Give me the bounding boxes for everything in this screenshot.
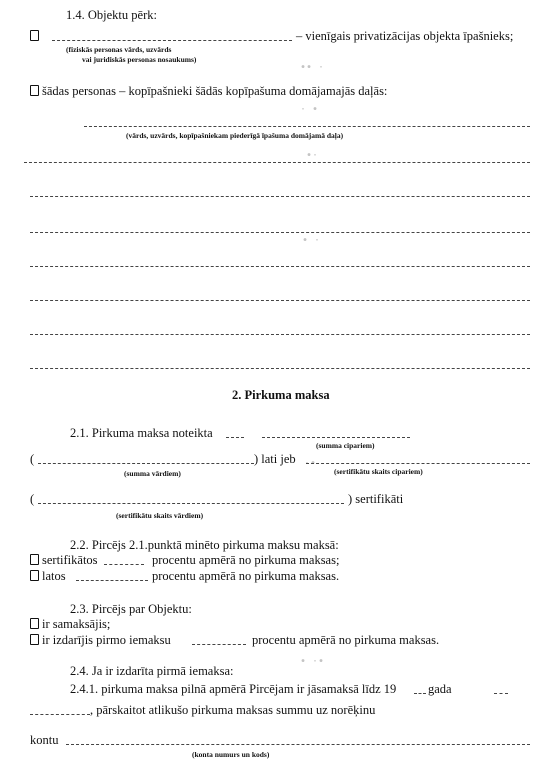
paid-checkbox[interactable] bbox=[30, 618, 39, 629]
pay-certs-suffix: procentu apmērā no pirkuma maksas; bbox=[152, 553, 340, 567]
item-2-4-1-text: 2.4.1. pirkuma maksa pilnā apmērā Pircējam ir jāsamaksā līdz 19 bbox=[70, 682, 397, 696]
section-2-4-heading: 2.4. Ja ir izdarīta pirmā iemaksa: bbox=[70, 664, 234, 678]
coowners-field-3[interactable] bbox=[30, 196, 530, 197]
cert-digits-field[interactable] bbox=[306, 463, 530, 464]
account-caption: (konta numurs un kods) bbox=[192, 750, 270, 759]
open-paren-2: ( bbox=[30, 492, 35, 506]
pay-lats-percent-field[interactable] bbox=[76, 580, 148, 581]
section-2-title: 2. Pirkuma maksa bbox=[232, 388, 330, 402]
first-payment-suffix: procentu apmērā no pirkuma maksas. bbox=[252, 633, 440, 647]
price-digits-field[interactable] bbox=[262, 437, 410, 438]
sole-owner-label: – vienīgais privatizācijas objekta īpašnieks; bbox=[296, 29, 514, 43]
pay-lats-checkbox[interactable] bbox=[30, 570, 39, 581]
year-field[interactable] bbox=[414, 693, 426, 694]
section-1-4-heading: 1.4. Objektu pērk: bbox=[66, 8, 157, 22]
coowners-field-1[interactable] bbox=[84, 126, 530, 127]
price-label: 2.1. Pirkuma maksa noteikta bbox=[70, 426, 213, 440]
sum-words-field[interactable] bbox=[38, 463, 254, 464]
certs-label: ) sertifikāti bbox=[348, 492, 404, 506]
scan-noise: ∙ · bbox=[302, 235, 321, 246]
pay-lats-suffix: procentu apmērā no pirkuma maksas. bbox=[152, 569, 340, 583]
coowners-field-2[interactable] bbox=[24, 162, 530, 163]
first-payment-label: ir izdarījis pirmo iemaksu bbox=[42, 633, 171, 647]
pay-certs-percent-field[interactable] bbox=[104, 564, 144, 565]
cert-digits-caption: (sertifikātu skaits cipariem) bbox=[334, 467, 423, 476]
transfer-text: , pārskaitot atlikušo pirkuma maksas summu uz norēķinu bbox=[90, 703, 376, 717]
first-payment-checkbox[interactable] bbox=[30, 634, 39, 645]
section-2-2-heading: 2.2. Pircējs 2.1.punktā minēto pirkuma maksu maksā: bbox=[70, 538, 339, 552]
coowners-field-8[interactable] bbox=[30, 368, 530, 369]
section-2-3-heading: 2.3. Pircējs par Objektu: bbox=[70, 602, 192, 616]
first-payment-percent-field[interactable] bbox=[192, 644, 246, 645]
sum-digits-caption: (summa cipariem) bbox=[316, 441, 375, 450]
pay-lats-label: latos bbox=[42, 569, 66, 583]
coowners-field-7[interactable] bbox=[30, 334, 530, 335]
date-continuation-field[interactable] bbox=[30, 714, 90, 715]
owner-caption-line2: vai juridiskās personas nosaukums) bbox=[82, 55, 197, 64]
lati-jeb-label: ) lati jeb bbox=[254, 452, 296, 466]
cert-words-caption: (sertifikātu skaits vārdiem) bbox=[116, 511, 204, 520]
coowners-field-5[interactable] bbox=[30, 266, 530, 267]
open-paren: ( bbox=[30, 452, 35, 466]
cert-words-field[interactable] bbox=[38, 503, 344, 504]
coowners-field-4[interactable] bbox=[30, 232, 530, 233]
coowners-caption: (vārds, uzvārds, kopīpašniekam piederīgā īpašuma domājamā daļa) bbox=[126, 131, 344, 140]
account-label: kontu bbox=[30, 733, 59, 747]
coowners-label: šādas personas – kopīpašnieki šādās kopīpašuma domājamajās daļās: bbox=[42, 84, 388, 98]
scan-noise: ∙ ·∙ bbox=[300, 656, 325, 667]
paid-label: ir samaksājis; bbox=[42, 617, 111, 631]
sum-words-caption: (summa vārdiem) bbox=[124, 469, 181, 478]
scan-noise: ∙∙ · bbox=[300, 62, 325, 73]
scan-noise: · ∙ bbox=[300, 104, 319, 115]
scan-noise: ∙· bbox=[306, 150, 319, 161]
scan-noise: ·∙ bbox=[304, 458, 317, 469]
coowners-checkbox[interactable] bbox=[30, 85, 39, 96]
owner-caption-line1: (fiziskās personas vārds, uzvārds bbox=[66, 45, 172, 54]
coowners-field-6[interactable] bbox=[30, 300, 530, 301]
date-field[interactable] bbox=[494, 693, 508, 694]
gada-label: gada bbox=[428, 682, 452, 696]
pay-certs-label: sertifikātos bbox=[42, 553, 98, 567]
pay-certs-checkbox[interactable] bbox=[30, 554, 39, 565]
owner-name-field[interactable] bbox=[52, 40, 292, 41]
owner-checkbox[interactable] bbox=[30, 30, 39, 41]
account-field[interactable] bbox=[66, 744, 530, 745]
price-prefix-field[interactable] bbox=[226, 437, 244, 438]
